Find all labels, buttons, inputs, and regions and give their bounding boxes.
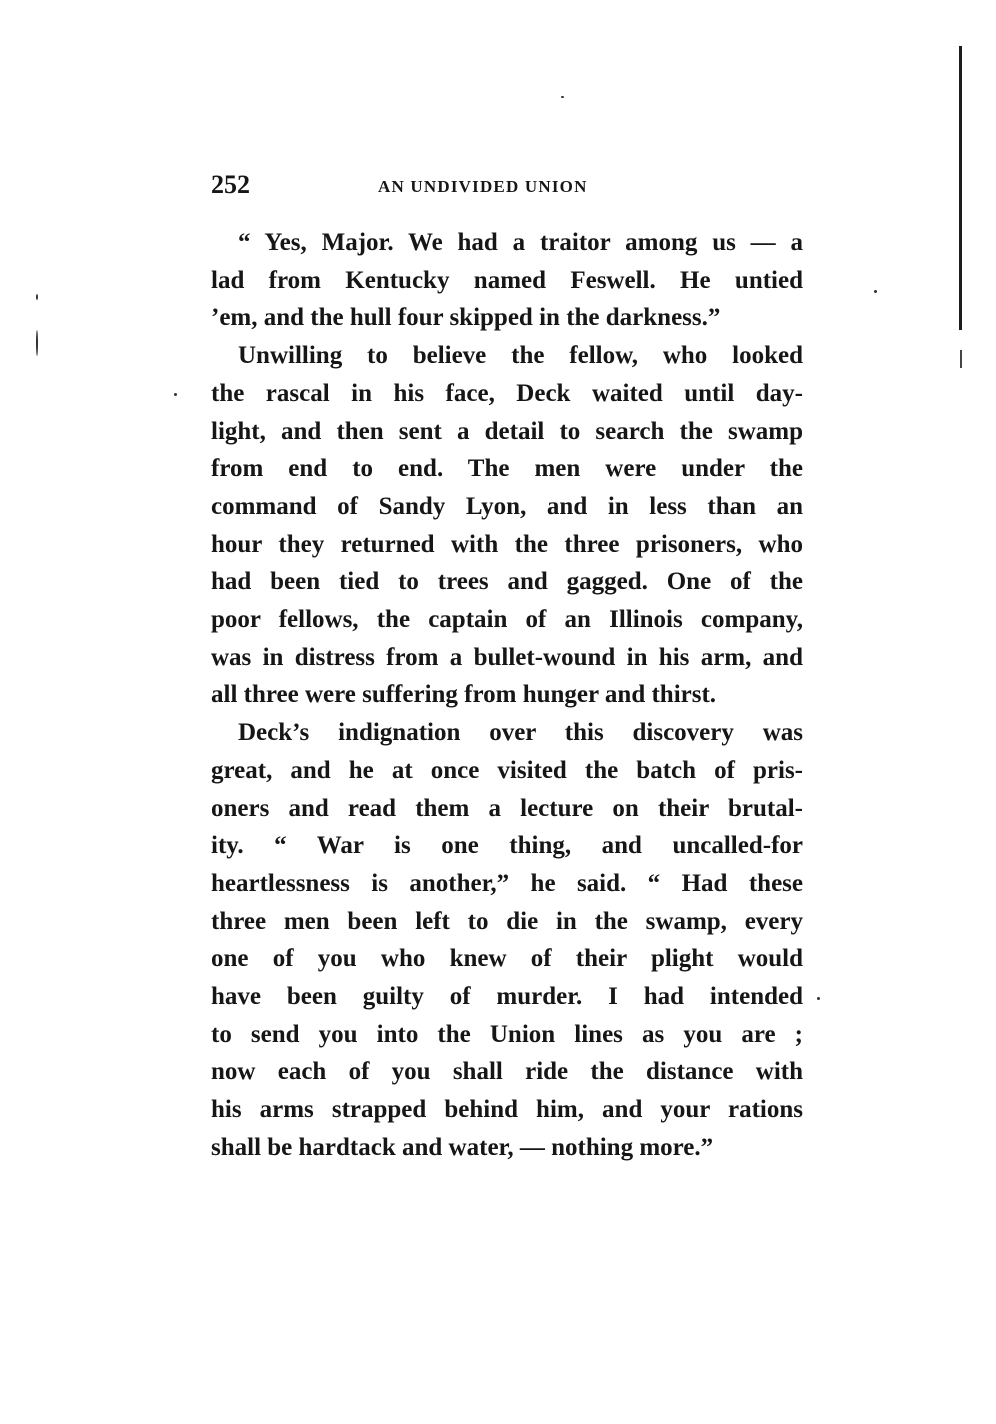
paragraph [211,714,803,1166]
text-line: light, and then sent a detail to search the swamp [211,417,803,445]
scan-edge-mark [960,350,962,368]
running-title: AN UNDIVIDED UNION [378,177,588,196]
text-line: oners and read them a lecture on their brutal- [211,794,803,822]
text-line: Unwilling to believe the fellow, who looked [238,342,803,370]
scan-edge-rule [959,46,962,330]
text-line: heartlessness is another,” he said. “ Had these [211,869,803,897]
text-line: shall be hardtack and water, — nothing more.” [211,1133,714,1161]
paragraph [211,224,803,337]
text-line: “ Yes, Major. We had a traitor among us — a [238,229,803,256]
text-line: was in distress from a bullet-wound in his arm, and [211,643,803,671]
scan-speck [36,294,38,300]
text-line: one of you who knew of their plight would [211,945,803,973]
text-line: poor fellows, the captain of an Illinois company, [211,606,803,634]
text-line: had been tied to trees and gagged. One of the [211,568,803,596]
text-line: have been guilty of murder. I had intended [211,983,803,1011]
page-number: 252 [211,170,250,199]
text-line: Deck’s indignation over this discovery was [238,719,803,747]
text-line: now each of you shall ride the distance with [211,1058,803,1086]
text-line: the rascal in his face, Deck waited until day- [211,379,803,407]
scan-speck [561,96,564,98]
text-line: all three were suffering from hunger and thirst. [211,681,717,709]
body-text [211,224,803,1167]
scan-speck [817,997,820,1000]
paragraph [211,337,803,714]
text-line: hour they returned with the three prisoners, who [211,530,803,558]
text-line: to send you into the Union lines as you are ; [211,1020,803,1048]
text-line: three men been left to die in the swamp, every [211,907,803,935]
text-line: great, and he at once visited the batch of pris- [211,756,803,784]
scan-speck [36,330,38,356]
text-line: his arms strapped behind him, and your rations [211,1096,803,1124]
text-line: command of Sandy Lyon, and in less than an [211,492,803,520]
text-line: from end to end. The men were under the [211,455,803,483]
scan-speck [874,290,877,293]
text-line: lad from Kentucky named Feswell. He untied [211,266,803,294]
text-line: ity. “ War is one thing, and uncalled-for [211,832,803,860]
page-header [211,168,803,202]
scan-speck [174,393,177,396]
text-line: ’em, and the hull four skipped in the darkness.” [211,304,721,332]
